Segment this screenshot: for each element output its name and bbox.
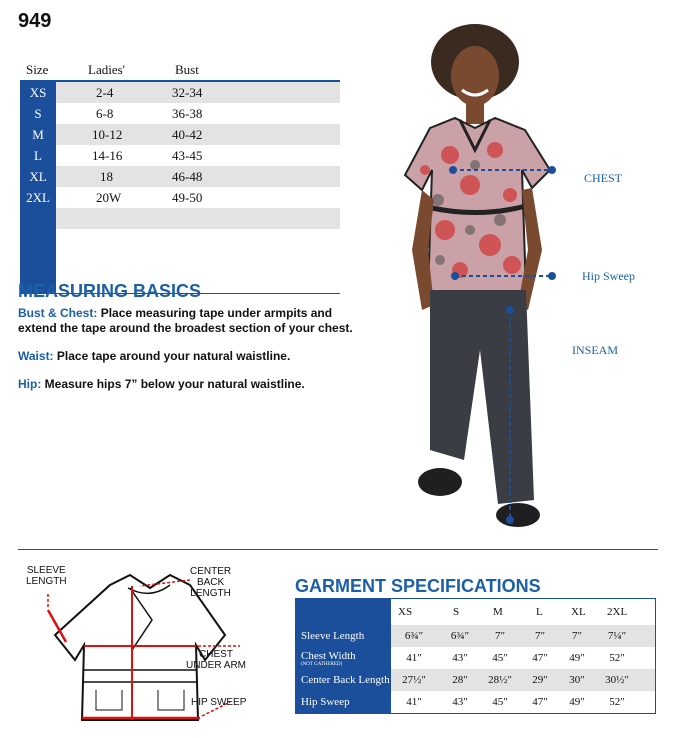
chest-under-arm-label <box>186 649 246 671</box>
spec-value: 41″ <box>406 696 422 708</box>
spec-table-frame <box>295 598 656 714</box>
bust-cell: 32-34 <box>172 85 203 100</box>
ladies-cell: 10-12 <box>92 127 123 142</box>
chest-label-line1: CHEST <box>199 649 233 660</box>
spec-value: 41″ <box>406 652 422 664</box>
spec-size-header: XL <box>571 606 586 618</box>
spec-value: 49″ <box>569 696 585 708</box>
hip-sweep-label: Hip Sweep <box>582 269 635 283</box>
spec-value: 52″ <box>609 652 625 664</box>
center-label-line3: LENGTH <box>190 588 231 599</box>
size-cell: XL <box>29 169 47 184</box>
measuring-basics-title: MEASURING BASICS <box>18 281 202 301</box>
table-row <box>20 124 340 145</box>
spec-measure-name: Sleeve Length <box>301 630 365 642</box>
table-row-empty <box>20 208 340 229</box>
bust-cell: 40-42 <box>172 127 203 142</box>
spec-measure-name: Center Back Length <box>301 674 390 686</box>
hip-instruction <box>18 376 305 392</box>
garment-specs-title: GARMENT SPECIFICATIONS <box>295 576 541 596</box>
bust-cell: 43-45 <box>172 148 203 163</box>
spec-measure-note: (NOT GATHERED) <box>301 662 343 667</box>
sleeve-label-line1: SLEEVE <box>26 565 66 576</box>
spec-size-header: XS <box>398 606 413 618</box>
spec-value: 6¾″ <box>404 630 424 642</box>
spec-size-header: S <box>453 606 460 618</box>
waist-text: Place tape around your natural waistline. <box>56 349 291 363</box>
spec-value: 49″ <box>569 652 585 664</box>
chest-label: CHEST <box>584 171 623 185</box>
waist-instruction <box>18 348 290 364</box>
spec-value: 6¾″ <box>450 630 470 642</box>
sleeve-label-line2: LENGTH <box>26 576 67 587</box>
header-bust: Bust <box>175 62 199 77</box>
garment-specs-table <box>295 598 656 714</box>
section-divider <box>18 549 658 550</box>
center-label-line1: CENTER <box>190 566 232 577</box>
spec-value: 30″ <box>569 674 585 686</box>
table-row <box>20 187 340 208</box>
size-cell: 2XL <box>26 190 50 205</box>
ladies-cell: 14-16 <box>92 148 123 163</box>
center-back-length-label <box>190 566 231 599</box>
spec-value: 27½″ <box>402 674 426 686</box>
size-chart-header <box>20 60 340 80</box>
style-number: 949 <box>18 10 52 32</box>
table-row <box>20 103 340 124</box>
spec-value: 30½″ <box>605 674 629 686</box>
size-cell: S <box>34 106 42 121</box>
waist-label: Waist: <box>18 349 54 363</box>
ladies-cell: 18 <box>100 169 113 184</box>
face-shape <box>451 46 499 106</box>
spec-value: 29″ <box>532 674 548 686</box>
spec-value: 43″ <box>452 696 468 708</box>
table-row <box>20 166 340 187</box>
size-cell: L <box>34 148 42 163</box>
center-label-line2: BACK <box>196 577 225 588</box>
spec-measure-label: Chest Width <box>301 650 356 662</box>
header-ladies: Ladies' <box>88 62 125 77</box>
spec-value: 7″ <box>571 630 583 642</box>
bust-text-1: Place measuring tape under armpits and <box>100 306 333 320</box>
bust-text-2: extend the tape around the broadest section of your chest. <box>18 321 353 335</box>
model-figure <box>400 20 580 540</box>
bust-cell: 49-50 <box>172 190 203 205</box>
spec-measure-name: Hip Sweep <box>301 696 350 708</box>
spec-value: 28½″ <box>488 674 512 686</box>
header-size: Size <box>26 62 49 77</box>
hip-sweep-diagram-label: HIP SWEEP <box>191 697 247 708</box>
spec-value: 43″ <box>452 652 468 664</box>
size-cell: M <box>32 127 44 142</box>
size-cell: XS <box>29 85 47 100</box>
bust-label: Bust & Chest: <box>18 306 98 320</box>
spec-value: 7″ <box>534 630 546 642</box>
ladies-cell: 6-8 <box>96 106 114 121</box>
ladies-cell: 20W <box>96 190 122 205</box>
sleeve-length-label <box>26 565 67 587</box>
spec-size-header: L <box>536 606 543 618</box>
ladies-cell: 2-4 <box>96 85 114 100</box>
hip-text: Measure hips 7” below your natural waistline. <box>44 377 305 391</box>
spec-value: 28″ <box>452 674 468 686</box>
spec-value: 52″ <box>609 696 625 708</box>
bust-cell: 46-48 <box>172 169 203 184</box>
spec-value: 7¼″ <box>607 630 627 642</box>
spec-value: 47″ <box>532 696 548 708</box>
table-row <box>20 82 340 103</box>
bust-instruction <box>18 305 332 321</box>
spec-size-header: 2XL <box>607 606 628 618</box>
inseam-label: INSEAM <box>572 343 619 357</box>
spec-value: 45″ <box>492 652 508 664</box>
chest-label-line2: UNDER ARM <box>186 660 247 671</box>
spec-value: 45″ <box>492 696 508 708</box>
spec-value: 7″ <box>494 630 506 642</box>
spec-size-header: M <box>493 606 503 618</box>
hip-label: Hip: <box>18 377 42 391</box>
table-row <box>20 145 340 166</box>
bust-cell: 36-38 <box>172 106 203 121</box>
spec-value: 47″ <box>532 652 548 664</box>
